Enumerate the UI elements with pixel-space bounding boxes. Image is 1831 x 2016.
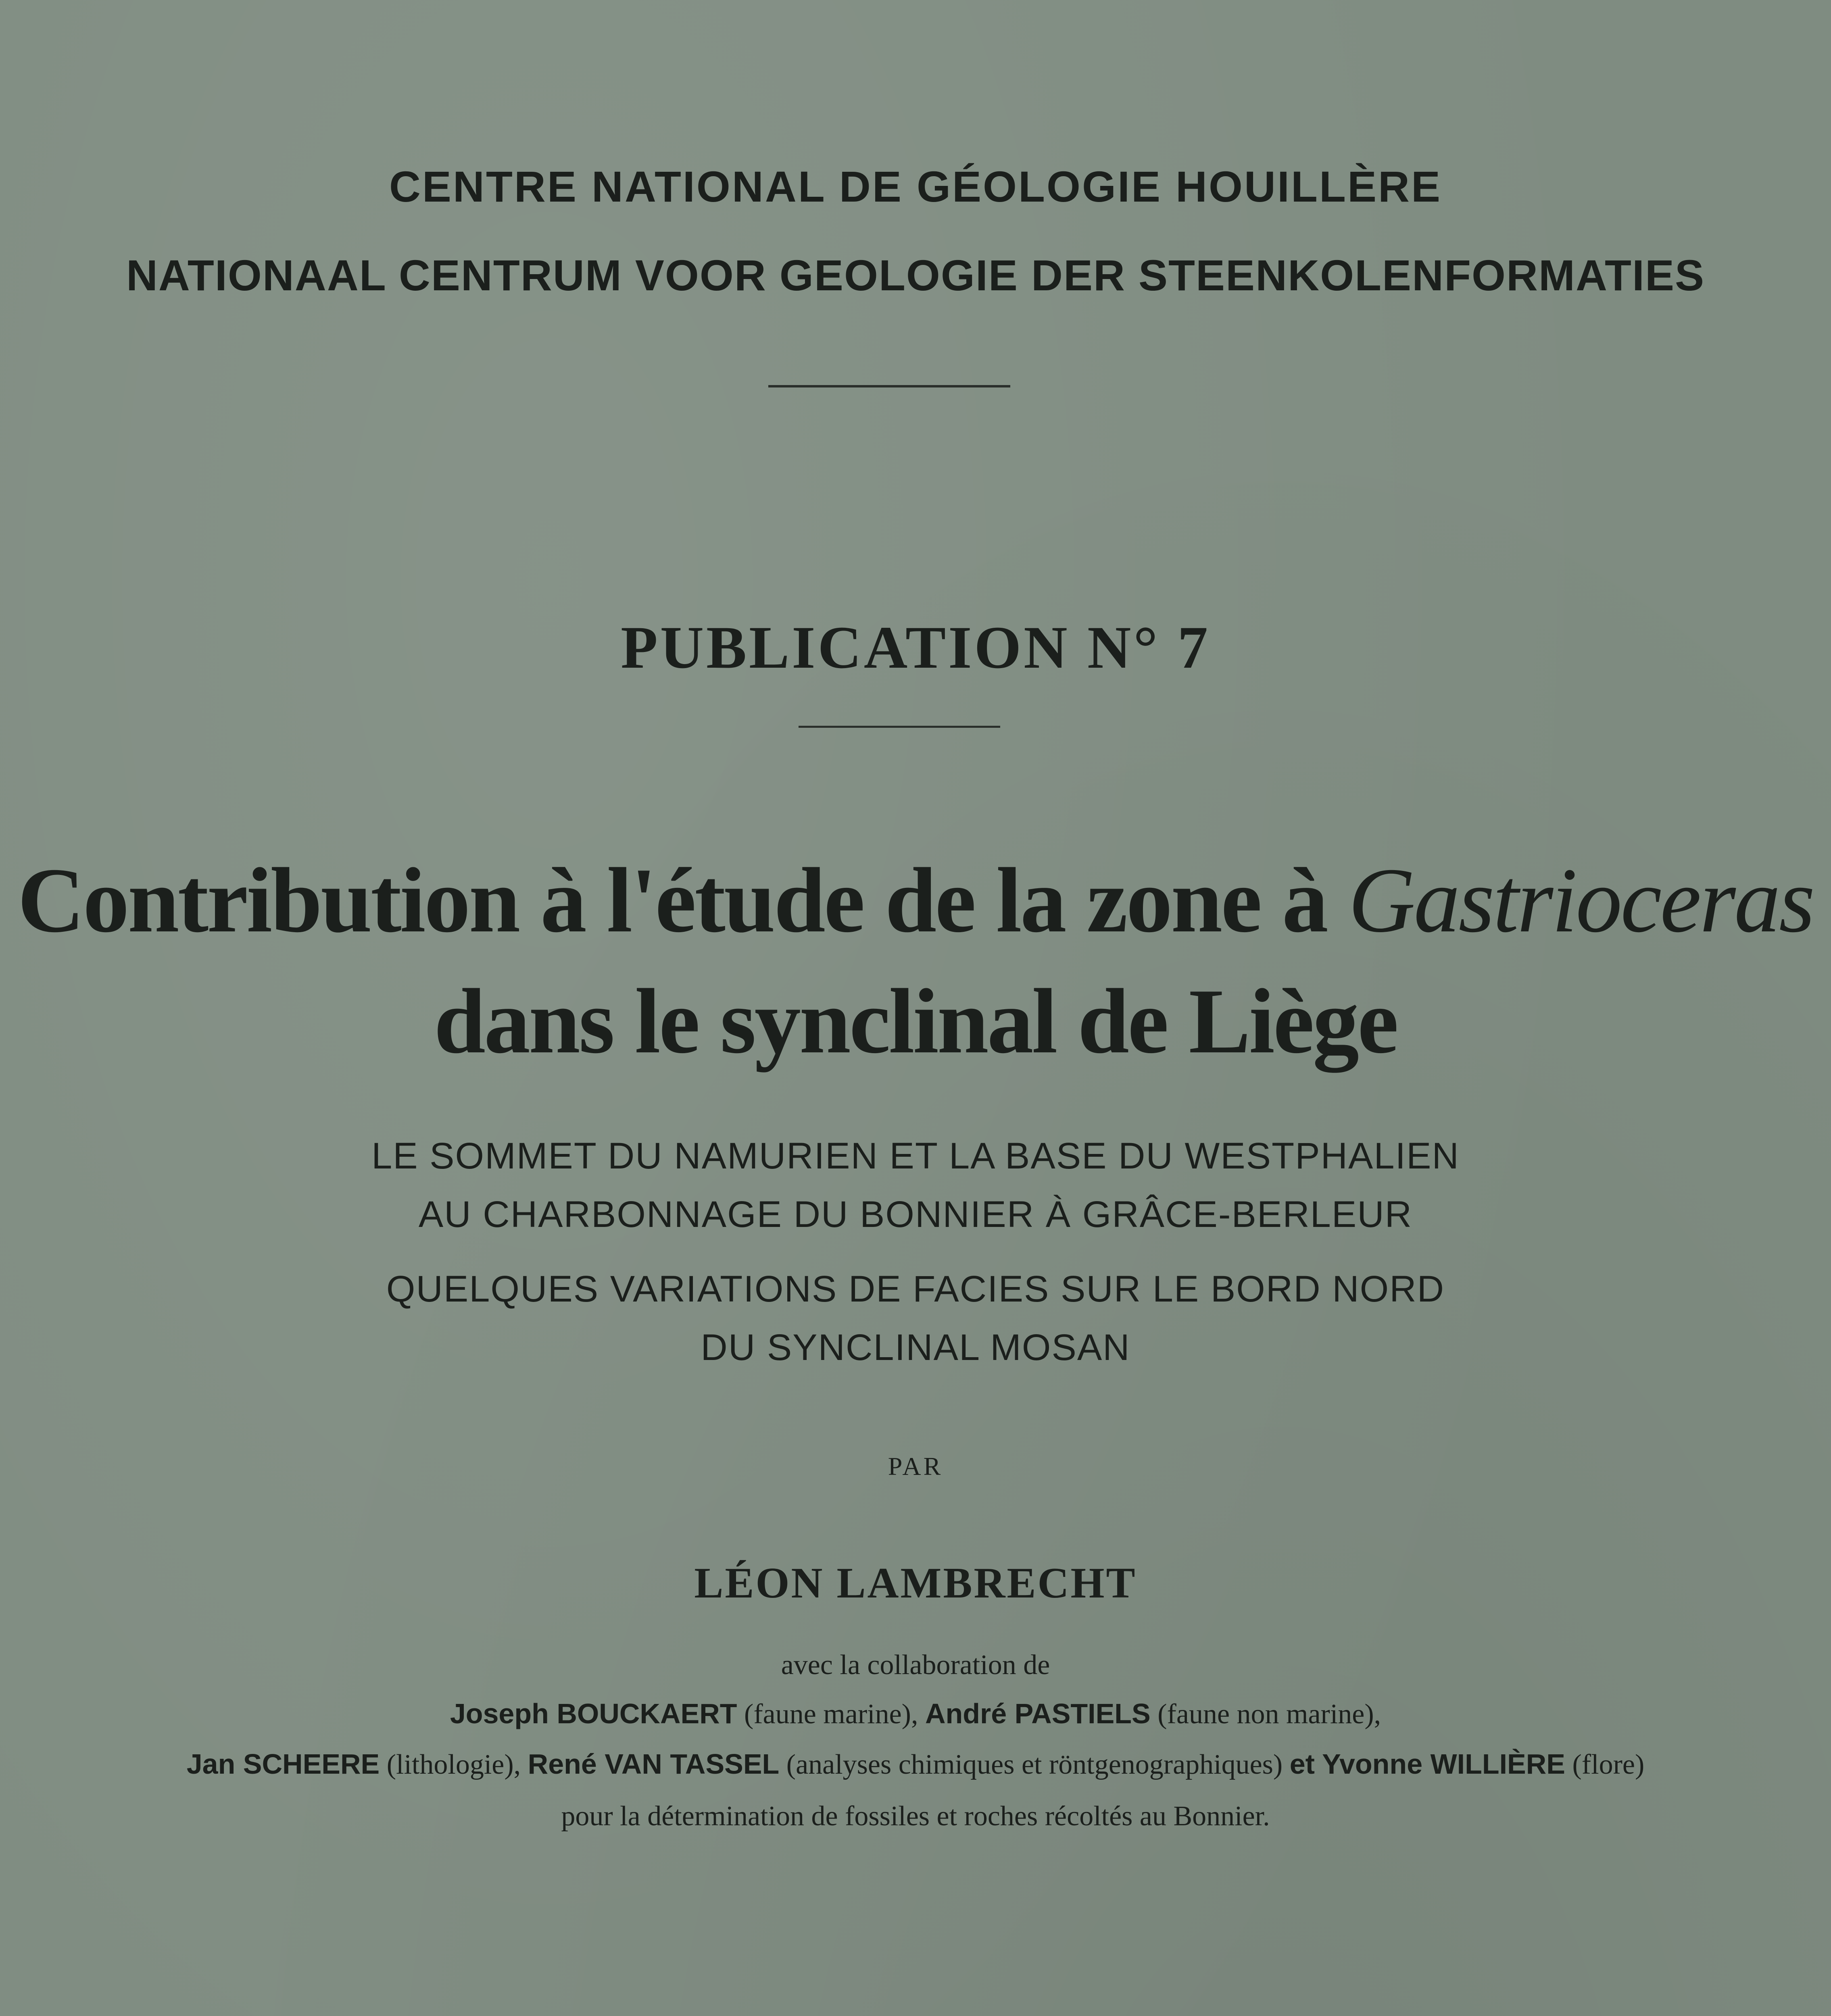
collaborator-name: Joseph BOUCKAERT [450, 1698, 737, 1729]
collaborator-name: et Yvonne WILLIÈRE [1289, 1748, 1565, 1780]
author-name: LÉON LAMBRECHT [694, 1559, 1137, 1607]
collaborator-role: (lithologie), [380, 1749, 528, 1780]
collaborator-role: (flore) [1565, 1749, 1645, 1780]
collaborators-purpose: pour la détermination de fossiles et roches récoltés au Bonnier. [561, 1801, 1270, 1832]
collaborator-role: (faune marine), [737, 1699, 925, 1730]
publication-divider [799, 726, 1000, 728]
subtitle-line-2: AU CHARBONNAGE DU BONNIER À GRÂCE-BERLEUR [418, 1194, 1413, 1235]
collaborator-role: (analyses chimiques et röntgenographiques) [779, 1749, 1290, 1780]
title-prefix: Contribution à l'étude de la zone à [17, 849, 1349, 952]
collaborators-line-1 [0, 1697, 1831, 1731]
title-line-2: dans le synclinal de Liège [434, 970, 1397, 1073]
title-genus: Gastrioceras [1348, 849, 1814, 952]
by-label: PAR [888, 1452, 943, 1481]
subtitle-line-4: DU SYNCLINAL MOSAN [701, 1327, 1130, 1368]
publication-number: PUBLICATION N° 7 [621, 614, 1210, 681]
header-line-nl: NATIONAAL CENTRUM VOOR GEOLOGIE DER STEENKOLENFORMATIES [126, 251, 1705, 300]
header-divider [768, 385, 1010, 387]
collaborator-name: Jan SCHEERE [186, 1748, 380, 1780]
subtitle-line-1: LE SOMMET DU NAMURIEN ET LA BASE DU WESTPHALIEN [371, 1135, 1460, 1177]
collaborator-role: (faune non marine), [1150, 1699, 1381, 1730]
header-line-fr: CENTRE NATIONAL DE GÉOLOGIE HOUILLÈRE [389, 162, 1442, 211]
collaborator-name: René VAN TASSEL [528, 1748, 780, 1780]
collaboration-intro: avec la collaboration de [781, 1649, 1050, 1681]
collaborator-name: André PASTIELS [925, 1698, 1151, 1729]
subtitle-line-3: QUELQUES VARIATIONS DE FACIES SUR LE BORD NORD [386, 1268, 1445, 1310]
collaborators-line-2 [0, 1748, 1831, 1781]
title-line-1 [0, 847, 1831, 954]
